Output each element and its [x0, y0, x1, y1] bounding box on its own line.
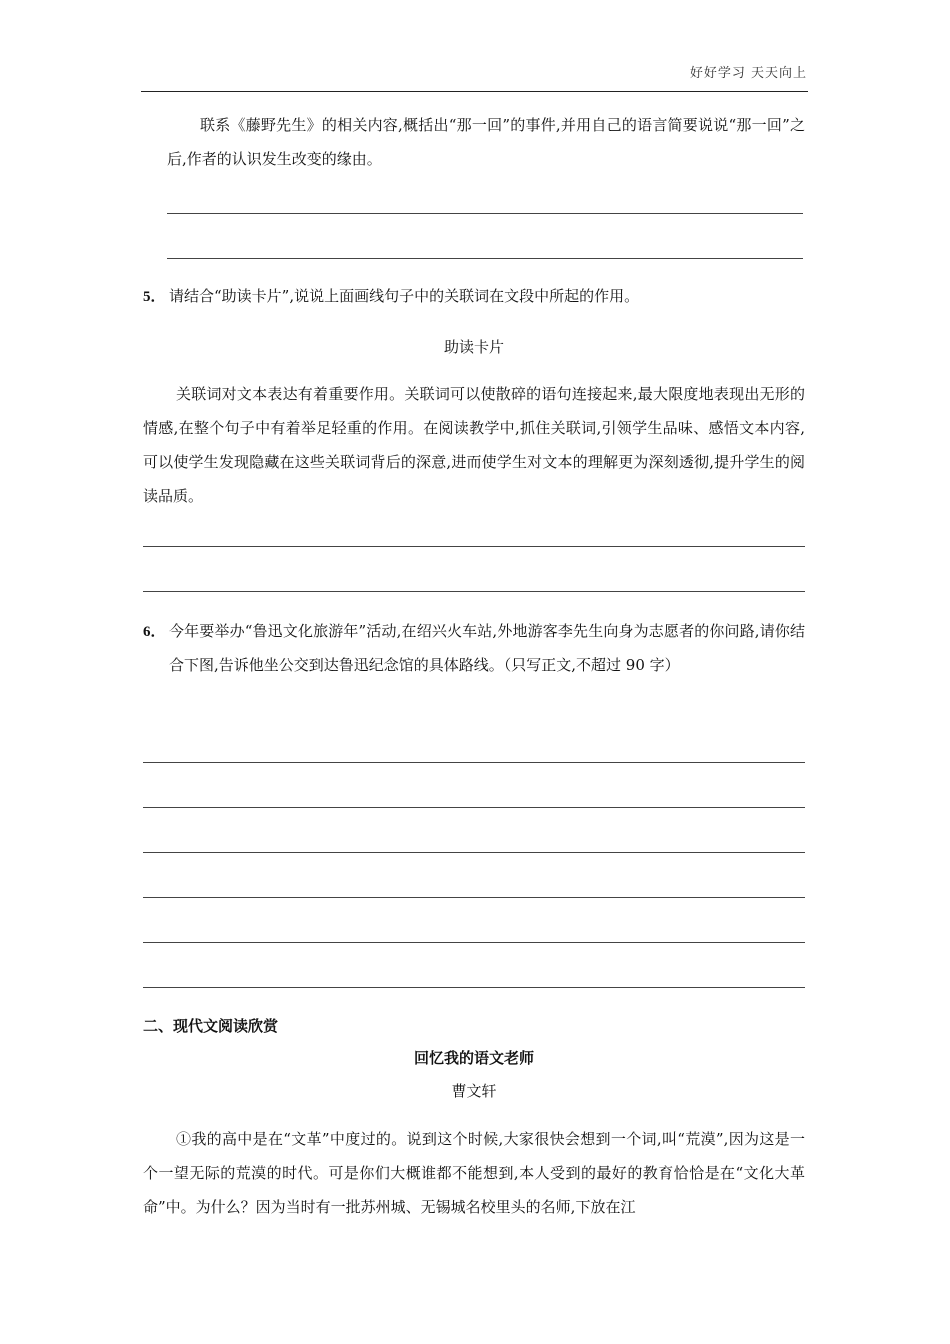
q6-answer-line-1[interactable] — [143, 762, 805, 763]
q6-prompt: 今年要举办“鲁迅文化旅游年”活动,在绍兴火车站,外地游客李先生向身为志愿者的你问路,请你结合下图,告诉他坐公交到达鲁迅纪念馆的具体路线。（只写正文,不超过 90 字） — [169, 622, 805, 674]
q6-number-label: 6． — [143, 624, 166, 640]
q5-number — [143, 279, 166, 314]
q6-answer-line-3[interactable] — [143, 852, 805, 853]
q6-answer-line-5[interactable] — [143, 942, 805, 943]
q6-answer-line-6[interactable] — [143, 987, 805, 988]
article-title: 回忆我的语文老师 — [413, 1049, 534, 1067]
q6-answer-line-2[interactable] — [143, 807, 805, 808]
q5-card-text: 关联词对文本表达有着重要作用。关联词可以使散碎的语句连接起来,最大限度地表现出无形的情感,在整个句子中有着举足轻重的作用。在阅读教学中,抓住关联词,引领学生品味、感悟文本内容,可以使学生发现隐藏在这些关联词背后的深意,进而使学生对文本的理解更为深刻透彻,提升学生的阅读品质。 — [143, 385, 805, 505]
q5-answer-line-2[interactable] — [143, 591, 805, 592]
q6-answer-line-4[interactable] — [143, 897, 805, 898]
article-author: 曹文轩 — [451, 1082, 497, 1100]
q5-answer-line-1[interactable] — [143, 546, 805, 547]
q5-prompt: 请结合“助读卡片”,说说上面画线句子中的关联词在文段中所起的作用。 — [169, 287, 640, 305]
article-paragraph-1: ①我的高中是在“文革”中度过的。说到这个时候,大家很快会想到一个词,叫“荒漠”,因为这是一个一望无际的荒漠的时代。可是你们大概谁都不能想到,本人受到的最好的教育恰恰是在“文化大革命”中。为什么？因为当时有一批苏州城、无锡城名校里头的名师,下放在江 — [143, 1130, 805, 1216]
section-heading: 二、现代文阅读欣赏 — [143, 1017, 279, 1035]
page-header-text: 好好学习 天天向上 — [689, 66, 807, 81]
q4-answer-line-1[interactable] — [167, 213, 803, 214]
q6-number — [143, 614, 166, 649]
q5-card-title: 助读卡片 — [443, 338, 504, 356]
q4-answer-line-2[interactable] — [167, 258, 803, 259]
q4-prompt: 联系《藤野先生》的相关内容,概括出“那一回”的事件,并用自己的语言简要说说“那一回”之后,作者的认识发生改变的缘由。 — [167, 116, 805, 168]
q5-number-label: 5． — [143, 289, 166, 305]
header-rule — [141, 91, 808, 92]
